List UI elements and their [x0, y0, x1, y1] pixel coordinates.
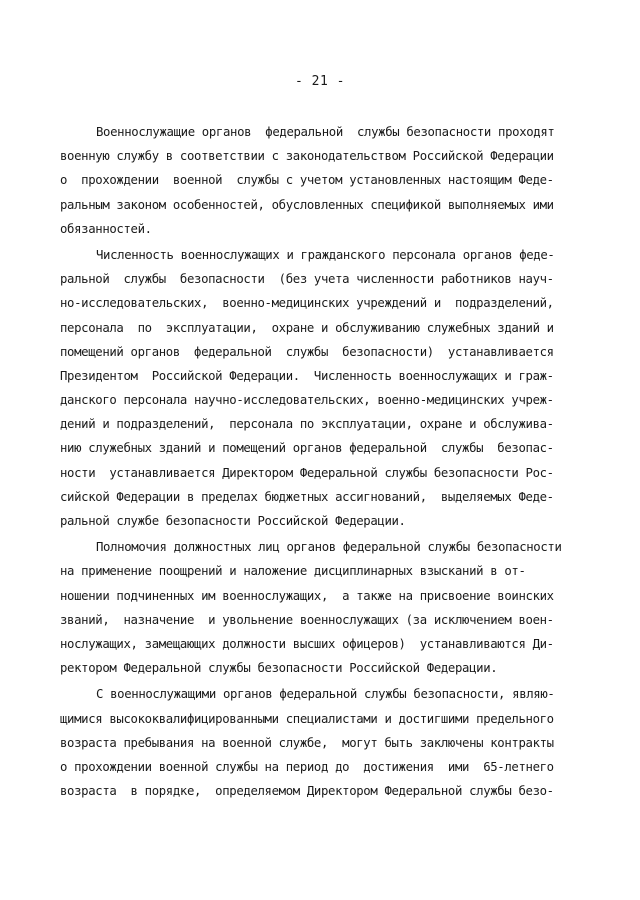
text-line: дений и подразделений, персонала по эксплуатации, охране и обслужива- [60, 417, 554, 432]
paragraph [60, 243, 582, 533]
text-line: ральной службе безопасности Российской Федерации. [60, 514, 406, 528]
text-line: Полномочия должностных лиц органов федеральной службы безопасности [96, 540, 562, 555]
page-number: - 21 - [295, 74, 345, 89]
text-line: персонала по эксплуатации, охране и обслуживанию служебных зданий и [60, 320, 554, 335]
paragraph [60, 535, 582, 680]
text-line: возраста в порядке, определяемом Директором Федеральной службы безо- [60, 784, 554, 799]
text-line: званий, назначение и увольнение военнослужащих (за исключением воен- [60, 612, 554, 627]
text-line: о прохождении военной службы с учетом установленных настоящим Феде- [60, 173, 554, 188]
text-line: данского персонала научно-исследовательских, военно-медицинских учреж- [60, 393, 554, 408]
text-line: помещений органов федеральной службы безопасности) устанавливается [60, 344, 554, 359]
text-line: но-исследовательских, военно-медицинских учреждений и подразделений, [60, 296, 554, 311]
text-line: военную службу в соответствии с законодательством Российской Федерации [60, 149, 554, 164]
text-line: возраста пребывания на военной службе, могут быть заключены контракты [60, 735, 554, 750]
text-line: ральной службы безопасности (без учета численности работников науч- [60, 272, 554, 287]
text-line: сийской Федерации в пределах бюджетных ассигнований, выделяемых Феде- [60, 489, 554, 504]
text-line: С военнослужащими органов федеральной службы безопасности, являю- [96, 687, 555, 702]
paragraph [60, 682, 582, 803]
paragraph [60, 120, 582, 241]
text-line: ности устанавливается Директором Федеральной службы безопасности Рос- [60, 465, 554, 480]
text-line: Президентом Российской Федерации. Численность военнослужащих и граж- [60, 368, 554, 383]
text-line: обязанностей. [60, 221, 152, 236]
text-line: щимися высококвалифицированными специалистами и достигшими предельного [60, 711, 554, 726]
text-line: нослужащих, замещающих должности высших офицеров) устанавливаются Ди- [60, 636, 554, 651]
text-line: ральным законом особенностей, обусловленных спецификой выполняемых ими [60, 197, 554, 212]
text-line: ректором Федеральной службы безопасности Российской Федерации. [60, 661, 498, 676]
text-line: о прохождении военной службы на период до достижения ими 65-летнего [60, 759, 554, 774]
text-line: Военнослужащие органов федеральной службы безопасности проходят [96, 125, 555, 139]
document-body [60, 120, 582, 805]
text-line: на применение поощрений и наложение дисциплинарных взысканий в от- [60, 564, 526, 579]
text-line: ношении подчиненных им военнослужащих, а также на присвоение воинских [60, 588, 554, 603]
text-line: нию служебных зданий и помещений органов федеральной службы безопас- [60, 441, 554, 456]
text-line: Численность военнослужащих и гражданского персонала органов феде- [96, 247, 555, 262]
